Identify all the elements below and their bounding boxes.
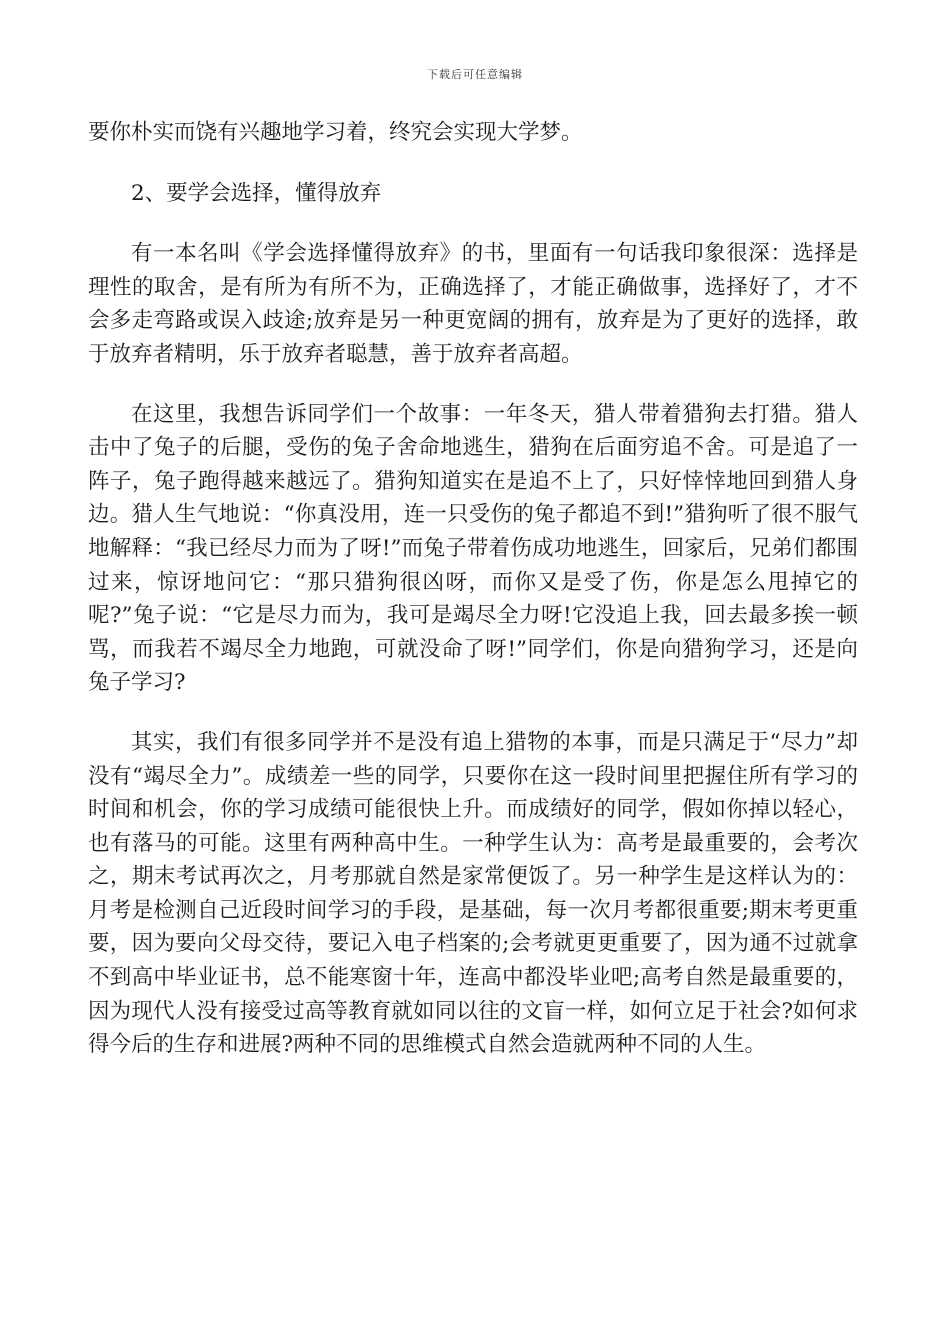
section-heading: 2、要学会选择，懂得放弃 xyxy=(131,180,382,206)
paragraph-reflection: 其实，我们有很多同学并不是没有追上猎物的本事，而是只满足于“尽力”却没有“竭尽全力”。成绩差一些的同学，只要你在这一段时间里把握住所有学习的时间和机会，你的学习成绩可能很快上升。而成绩好的同学，假如你掉以轻心，也有落马的可能。这里有两种高中生。一种学生认为：高考是最重要的，会考次之，期末考试再次之，月考那就自然是家常便饭了。另一种学生是这样认为的：月考是检测自己近段时间学习的手段，是基础，每一次月考都很重要;期末考更重要，因为要向父母交待，要记入电子档案的;会考就更更重要了，因为通不过就拿不到高中毕业证书，总不能寒窗十年，连高中都没毕业吧;高考自然是最重要的，因为现代人没有接受过高等教育就如同以往的文盲一样，如何立足于社会?如何求得今后的生存和进展?两种不同的思维模式自然会造就两种不同的人生。 xyxy=(88,729,858,1058)
paragraph-story: 在这里，我想告诉同学们一个故事：一年冬天，猎人带着猎狗去打猎。猎人击中了兔子的后腿，受伤的兔子舍命地逃生，猎狗在后面穷追不舍。可是追了一阵子，兔子跑得越来越远了。猎狗知道实在是追不上了，只好悻悻地回到猎人身边。猎人生气地说：“你真没用，连一只受伤的兔子都追不到!”猎狗听了很不服气地解释：“我已经尽力而为了呀!”而兔子带着伤成功地逃生，回家后，兄弟们都围过来，惊讶地问它：“那只猎狗很凶呀，而你又是受了伤，你是怎么甩掉它的呢?”兔子说：“它是尽力而为，我可是竭尽全力呀!它没追上我，回去最多挨一顿骂，而我若不竭尽全力地跑，可就没命了呀!”同学们，你是向猎狗学习，还是向兔子学习? xyxy=(88,401,858,696)
document-body xyxy=(88,116,858,1062)
page-header: 下载后可任意编辑 xyxy=(427,68,523,81)
paragraph-choice: 有一本名叫《学会选择懂得放弃》的书，里面有一句话我印象很深：选择是理性的取舍，是有所为有所不为，正确选择了，才能正确做事，选择好了，才不会多走弯路或误入歧途;放弃是另一种更宽阔的拥有，放弃是为了更好的选择，敢于放弃者精明，乐于放弃者聪慧，善于放弃者高超。 xyxy=(88,241,858,367)
paragraph-continuation: 要你朴实而饶有兴趣地学习着，终究会实现大学梦。 xyxy=(88,120,583,145)
